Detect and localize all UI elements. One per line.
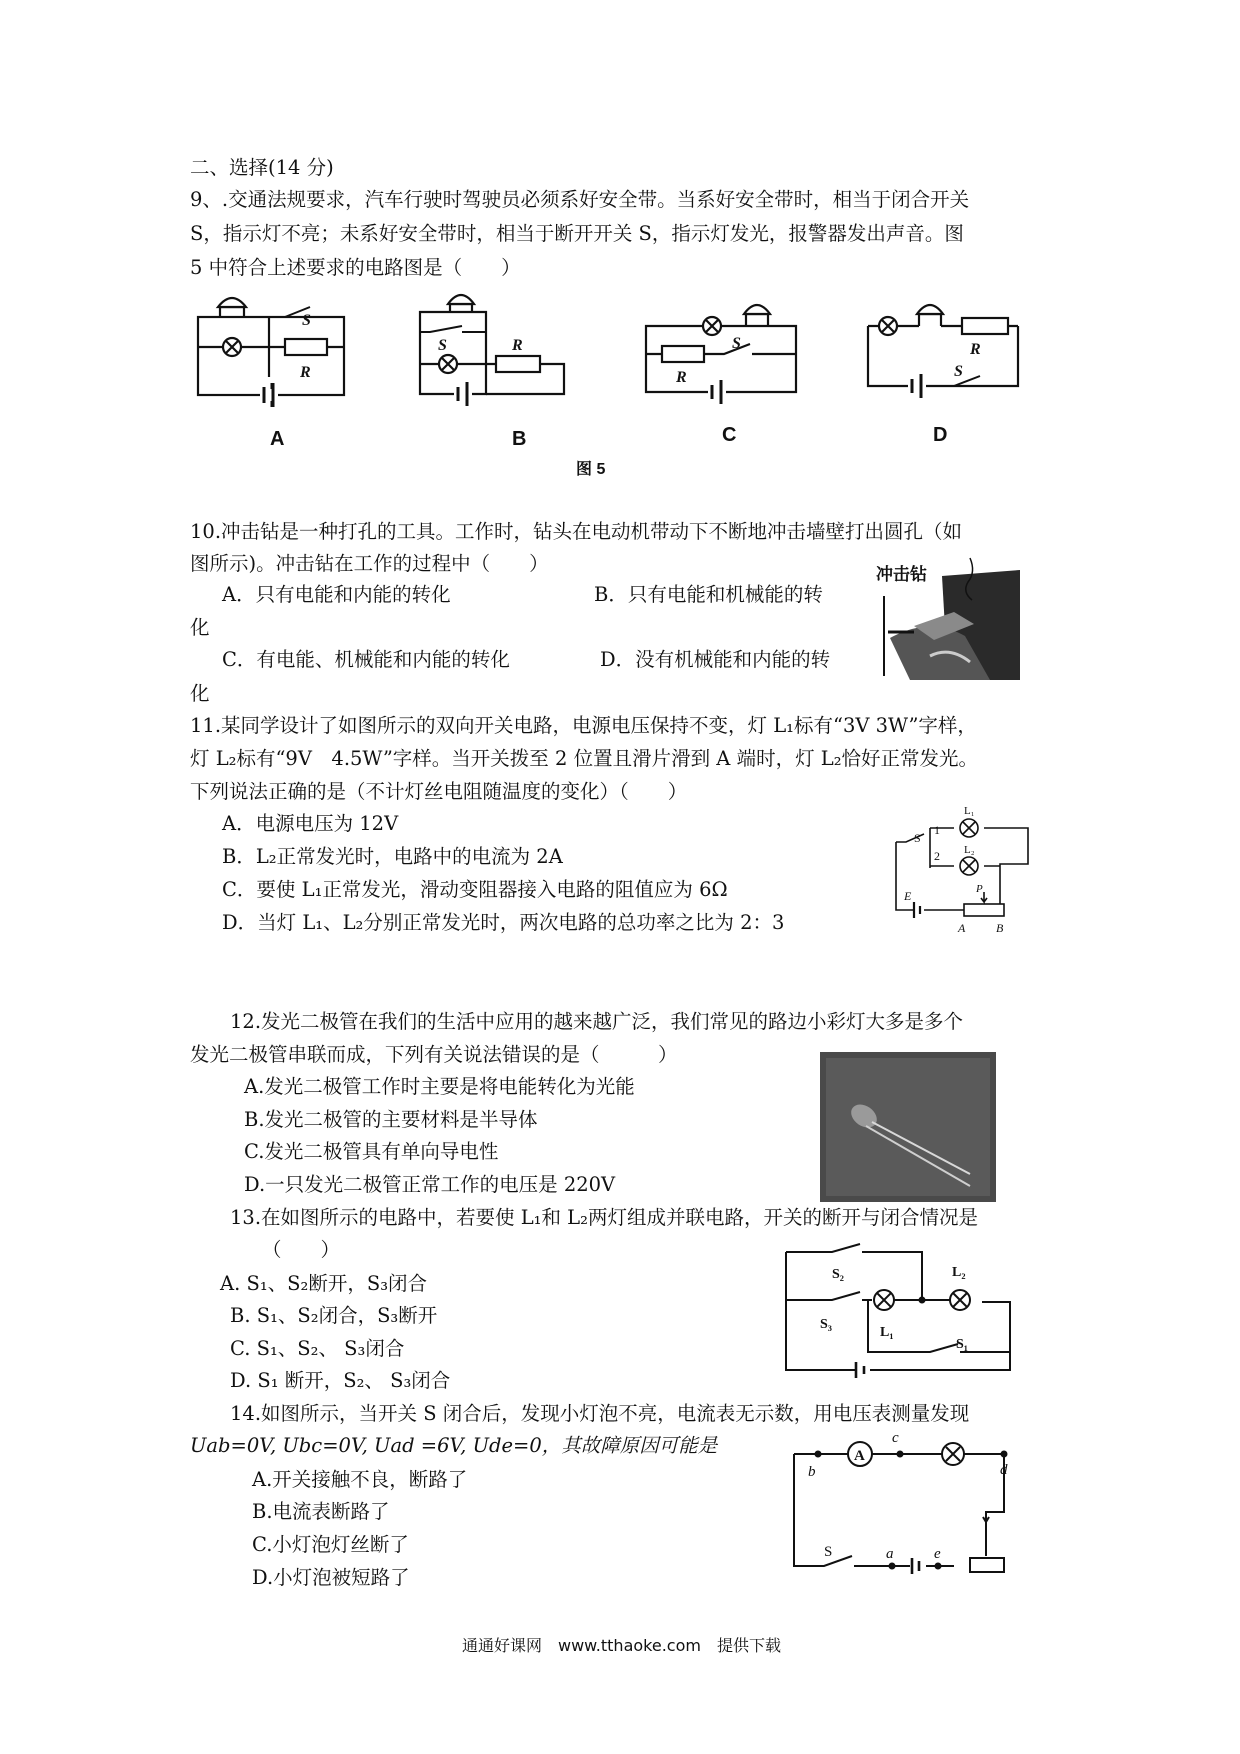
q9-circuit-b: [412, 292, 582, 412]
q11-line3: 下列说法正确的是（不计灯丝电阻随温度的变化）（ ）: [190, 780, 688, 803]
q14-line2: Uab=0V, Ubc=0V, Uad =6V, Ude=0，其故障原因可能是: [190, 1434, 718, 1457]
svg-text:S: S: [914, 831, 921, 845]
q13-option-d: D. S₁ 断开，S₂、 S₃闭合: [230, 1369, 451, 1392]
svg-text:L₂: L₂: [952, 1265, 966, 1280]
q9-circuit-d: [858, 290, 1028, 410]
svg-text:a: a: [886, 1546, 894, 1562]
q10-option-c: C．有电能、机械能和内能的转化: [222, 648, 510, 671]
q12-line1: 12.发光二极管在我们的生活中应用的越来越广泛，我们常见的路边小彩灯大多是多个: [230, 1010, 964, 1033]
q11-line2: 灯 L₂标有“9V 4.5W”字样。当开关拨至 2 位置且滑片滑到 A 端时，灯 L₂恰好正常发光。: [190, 747, 979, 770]
q14-option-b: B.电流表断路了: [252, 1500, 390, 1523]
svg-text:L₁: L₁: [880, 1325, 894, 1340]
q9-label-a: A: [270, 428, 285, 450]
q12-option-a: A.发光二极管工作时主要是将电能转化为光能: [244, 1075, 635, 1098]
q9-label-c: C: [722, 424, 737, 446]
q10-option-b-cont: 化: [190, 616, 210, 639]
svg-text:b: b: [808, 1464, 816, 1480]
q13-option-c: C. S₁、S₂、 S₃闭合: [230, 1337, 405, 1360]
q14-line1: 14.如图所示，当开关 S 闭合后，发现小灯泡不亮，电流表无示数，用电压表测量发现: [230, 1402, 970, 1425]
q9-circuit-a: [190, 295, 360, 415]
svg-text:2: 2: [934, 849, 940, 863]
svg-text:L₁: L₁: [964, 805, 975, 817]
led-photo: [820, 1052, 996, 1202]
q9-line1: 9、.交通法规要求，汽车行驶时驾驶员必须系好安全带。当系好安全带时，相当于闭合开关: [190, 188, 970, 211]
q9-label-d: D: [933, 424, 948, 446]
q12-option-d: D.一只发光二极管正常工作的电压是 220V: [244, 1173, 616, 1196]
q13-circuit-diagram: [780, 1238, 1020, 1378]
svg-text:A: A: [958, 921, 966, 935]
q11-option-b: B．L₂正常发光时，电路中的电流为 2A: [222, 845, 563, 868]
q14-option-a: A.开关接触不良，断路了: [252, 1468, 468, 1491]
svg-text:P: P: [976, 883, 983, 895]
q9-line2: S，指示灯不亮；未系好安全带时，相当于断开开关 S，指示灯发光，报警器发出声音。图: [190, 222, 964, 245]
svg-text:d: d: [1000, 1462, 1008, 1478]
q13-option-a: A. S₁、S₂断开，S₃闭合: [220, 1272, 428, 1295]
q13-line2: （ ）: [262, 1238, 341, 1261]
svg-text:c: c: [892, 1430, 899, 1446]
q12-option-c: C.发光二极管具有单向导电性: [244, 1140, 499, 1163]
q14-option-d: D.小灯泡被短路了: [252, 1566, 410, 1589]
q10-option-a: A．只有电能和内能的转化: [222, 583, 451, 606]
svg-text:S: S: [824, 1544, 833, 1560]
q9-figure-caption: 图 5: [576, 461, 606, 478]
q9-line3: 5 中符合上述要求的电路图是（ ）: [190, 256, 521, 279]
q13-line1: 13.在如图所示的电路中，若要使 L₁和 L₂两灯组成并联电路，开关的断开与闭合情况是: [230, 1206, 978, 1229]
q14-option-c: C.小灯泡灯丝断了: [252, 1533, 409, 1556]
q10-impact-drill-image: [870, 556, 1020, 680]
q12-option-b: B.发光二极管的主要材料是半导体: [244, 1108, 538, 1131]
q9-label-b: B: [512, 428, 527, 450]
svg-text:R: R: [300, 364, 311, 381]
svg-text:S₃: S₃: [820, 1317, 832, 1332]
q10-line2: 图所示)。冲击钻在工作的过程中（ ）: [190, 552, 549, 575]
svg-text:e: e: [934, 1546, 941, 1562]
svg-text:1: 1: [934, 823, 940, 837]
q10-option-d: D．没有机械能和内能的转: [600, 648, 831, 671]
section-header: 二、选择(14 分): [190, 156, 334, 179]
q10-option-d-cont: 化: [190, 682, 210, 705]
svg-text:E: E: [904, 889, 912, 903]
q11-circuit-diagram: [884, 800, 1034, 940]
svg-text:R: R: [970, 341, 981, 358]
svg-text:S₂: S₂: [832, 1267, 844, 1282]
svg-text:R: R: [512, 337, 523, 354]
q10-line1: 10.冲击钻是一种打孔的工具。工作时，钻头在电动机带动下不断地冲击墙壁打出圆孔（如: [190, 520, 963, 543]
svg-text:S: S: [438, 337, 447, 354]
svg-text:S: S: [302, 312, 311, 329]
q9-circuit-c: [636, 290, 806, 410]
q12-line2: 发光二极管串联而成，下列有关说法错误的是（ ）: [190, 1043, 678, 1066]
q11-option-d: D．当灯 L₁、L₂分别正常发光时，两次电路的总功率之比为 2：3: [222, 911, 785, 934]
q10-image-label: 冲击钻: [876, 565, 927, 584]
q11-option-a: A．电源电压为 12V: [222, 812, 399, 835]
svg-text:R: R: [676, 369, 687, 386]
q11-option-c: C．要使 L₁正常发光，滑动变阻器接入电路的阻值应为 6Ω: [222, 878, 728, 901]
page-footer: 通通好课网 www.tthaoke.com 提供下载: [462, 1636, 781, 1655]
svg-text:L₂: L₂: [964, 844, 975, 856]
svg-text:S: S: [954, 363, 963, 380]
q11-line1: 11.某同学设计了如图所示的双向开关电路，电源电压保持不变，灯 L₁标有“3V 3W”字样，: [190, 714, 977, 737]
svg-text:S: S: [732, 335, 741, 352]
svg-text:S₁: S₁: [956, 1337, 968, 1352]
q14-circuit-diagram: [788, 1430, 1028, 1570]
q13-option-b: B. S₁、S₂闭合，S₃断开: [230, 1304, 438, 1327]
svg-text:B: B: [996, 921, 1004, 935]
svg-text:A: A: [854, 1448, 865, 1464]
q10-option-b: B．只有电能和机械能的转: [594, 583, 823, 606]
